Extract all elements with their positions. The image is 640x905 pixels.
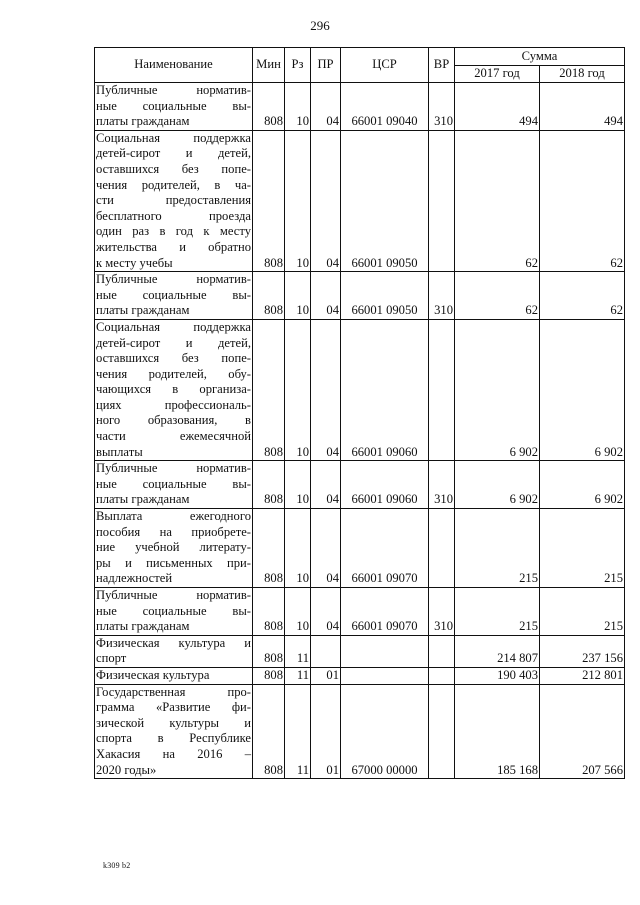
table-row — [95, 635, 625, 667]
row-name-line: чающихся в организа- — [96, 382, 251, 397]
row-sum-2018: 62 — [540, 130, 625, 271]
row-name-line: Социальная поддержка — [96, 130, 251, 145]
row-name-line: 2020 годы» — [96, 762, 157, 777]
row-rz: 11 — [285, 635, 311, 667]
row-name-line: сти предоставления — [96, 193, 251, 208]
row-name — [95, 319, 253, 460]
row-csr: 66001 09060 — [341, 461, 429, 509]
row-sum-2018: 215 — [540, 588, 625, 636]
row-name-line: спорта в Республике — [96, 731, 251, 746]
table-row — [95, 130, 625, 271]
row-name-line: выплаты — [96, 444, 143, 459]
row-vr — [429, 684, 455, 779]
row-sum-2018: 207 566 — [540, 684, 625, 779]
row-rz: 10 — [285, 130, 311, 271]
row-min: 808 — [253, 509, 285, 588]
row-name — [95, 635, 253, 667]
row-name-line: платы гражданам — [96, 114, 190, 129]
row-name-line: ры и письменных при- — [96, 555, 251, 570]
row-vr — [429, 667, 455, 684]
row-vr: 310 — [429, 588, 455, 636]
row-name-line: циях профессиональ- — [96, 397, 251, 412]
page-number: 296 — [310, 18, 330, 33]
row-sum-2017: 6 902 — [455, 319, 540, 460]
row-sum-2017: 62 — [455, 272, 540, 320]
row-name-line: Физическая культура и — [96, 635, 251, 650]
row-csr: 66001 09050 — [341, 272, 429, 320]
row-name-line: детей-сирот и детей, — [96, 146, 251, 161]
row-min: 808 — [253, 83, 285, 131]
row-rz: 10 — [285, 83, 311, 131]
table-row — [95, 83, 625, 131]
table-row — [95, 588, 625, 636]
row-pr: 04 — [311, 319, 341, 460]
row-name-line: ные социальные вы- — [96, 287, 251, 302]
row-sum-2017: 6 902 — [455, 461, 540, 509]
row-name-line: Социальная поддержка — [96, 319, 251, 334]
row-name-line: оставшихся без попе- — [96, 161, 251, 176]
row-sum-2018: 6 902 — [540, 319, 625, 460]
row-name-line: бесплатного проезда — [96, 208, 251, 223]
row-name-line: ные социальные вы- — [96, 603, 251, 618]
table-row — [95, 461, 625, 509]
row-csr: 66001 09050 — [341, 130, 429, 271]
row-name-line: части ежемесячной — [96, 429, 251, 444]
row-name-line: спорт — [96, 651, 127, 666]
row-name-line: надлежностей — [96, 571, 173, 586]
row-name-line: ные социальные вы- — [96, 98, 251, 113]
row-name-line: оставшихся без попе- — [96, 351, 251, 366]
row-min: 808 — [253, 667, 285, 684]
row-rz: 11 — [285, 667, 311, 684]
table-row — [95, 272, 625, 320]
header-vr: ВР — [429, 48, 455, 83]
row-csr: 67000 00000 — [341, 684, 429, 779]
row-min: 808 — [253, 588, 285, 636]
row-name-line: один раз в год к месту — [96, 224, 251, 239]
row-name-line: Публичные норматив- — [96, 461, 251, 476]
row-rz: 10 — [285, 509, 311, 588]
header-year-2018: 2018 год — [540, 66, 625, 83]
row-min: 808 — [253, 635, 285, 667]
row-vr — [429, 319, 455, 460]
row-min: 808 — [253, 130, 285, 271]
row-pr — [311, 635, 341, 667]
row-name-line: Хакасия на 2016 – — [96, 746, 251, 761]
row-name-line: детей-сирот и детей, — [96, 335, 251, 350]
table-row — [95, 509, 625, 588]
row-name — [95, 509, 253, 588]
row-name-line: пособия на приобрете- — [96, 524, 251, 539]
row-name-line: грамма «Развитие фи- — [96, 700, 251, 715]
row-name — [95, 272, 253, 320]
row-pr: 04 — [311, 588, 341, 636]
row-name — [95, 130, 253, 271]
row-rz: 10 — [285, 461, 311, 509]
row-pr: 04 — [311, 272, 341, 320]
row-name — [95, 83, 253, 131]
row-name — [95, 684, 253, 779]
row-name-line: чения родителей, в ча- — [96, 177, 251, 192]
row-csr: 66001 09060 — [341, 319, 429, 460]
row-name-line: платы гражданам — [96, 492, 190, 507]
row-csr: 66001 09070 — [341, 588, 429, 636]
row-vr — [429, 509, 455, 588]
row-csr — [341, 635, 429, 667]
row-name-line: Публичные норматив- — [96, 588, 251, 602]
budget-table — [94, 47, 625, 779]
row-pr: 01 — [311, 667, 341, 684]
row-name-line: к месту учебы — [96, 255, 173, 270]
row-sum-2017: 62 — [455, 130, 540, 271]
row-name-line: Публичные норматив- — [96, 272, 251, 287]
row-name-line: жительства и обратно — [96, 239, 251, 254]
footer-code: k309 b2 — [103, 861, 131, 870]
table-row — [95, 319, 625, 460]
row-sum-2018: 62 — [540, 272, 625, 320]
row-name-line: ние учебной литерату- — [96, 540, 251, 555]
row-vr: 310 — [429, 272, 455, 320]
row-min: 808 — [253, 461, 285, 509]
row-pr: 04 — [311, 83, 341, 131]
row-rz: 11 — [285, 684, 311, 779]
row-sum-2018: 6 902 — [540, 461, 625, 509]
row-vr — [429, 635, 455, 667]
row-min: 808 — [253, 684, 285, 779]
row-rz: 10 — [285, 272, 311, 320]
row-sum-2017: 190 403 — [455, 667, 540, 684]
row-csr: 66001 09070 — [341, 509, 429, 588]
header-rz: Рз — [285, 48, 311, 83]
row-name-line: Публичные норматив- — [96, 83, 251, 97]
row-sum-2017: 214 807 — [455, 635, 540, 667]
row-sum-2018: 237 156 — [540, 635, 625, 667]
row-name-line: зической культуры и — [96, 715, 251, 730]
row-name — [95, 461, 253, 509]
row-min: 808 — [253, 272, 285, 320]
table-row — [95, 667, 625, 684]
row-csr — [341, 667, 429, 684]
row-name-line: чения родителей, обу- — [96, 366, 251, 381]
row-name — [95, 667, 253, 684]
row-csr: 66001 09040 — [341, 83, 429, 131]
row-rz: 10 — [285, 319, 311, 460]
row-sum-2018: 212 801 — [540, 667, 625, 684]
header-year-2017: 2017 год — [455, 66, 540, 83]
row-sum-2017: 185 168 — [455, 684, 540, 779]
row-name-line: ные социальные вы- — [96, 476, 251, 491]
row-sum-2017: 215 — [455, 588, 540, 636]
row-pr: 04 — [311, 461, 341, 509]
row-vr: 310 — [429, 83, 455, 131]
row-sum-2018: 215 — [540, 509, 625, 588]
row-name-line: платы гражданам — [96, 303, 190, 318]
row-sum-2017: 215 — [455, 509, 540, 588]
header-csr: ЦСР — [341, 48, 429, 83]
row-pr: 01 — [311, 684, 341, 779]
row-pr: 04 — [311, 130, 341, 271]
table-row — [95, 684, 625, 779]
row-name-line: платы гражданам — [96, 619, 190, 634]
header-min: Мин — [253, 48, 285, 83]
row-sum-2018: 494 — [540, 83, 625, 131]
row-sum-2017: 494 — [455, 83, 540, 131]
row-name-line: ного образования, в — [96, 413, 251, 428]
header-name: Наименование — [95, 48, 253, 83]
header-pr: ПР — [311, 48, 341, 83]
row-rz: 10 — [285, 588, 311, 636]
row-pr: 04 — [311, 509, 341, 588]
row-name-line: Физическая культура — [96, 667, 210, 682]
row-name-line: Государственная про- — [96, 684, 251, 699]
table-body — [95, 83, 625, 779]
row-name — [95, 588, 253, 636]
row-vr: 310 — [429, 461, 455, 509]
header-sum: Сумма — [455, 48, 625, 66]
row-vr — [429, 130, 455, 271]
row-name-line: Выплата ежегодного — [96, 509, 251, 524]
row-min: 808 — [253, 319, 285, 460]
